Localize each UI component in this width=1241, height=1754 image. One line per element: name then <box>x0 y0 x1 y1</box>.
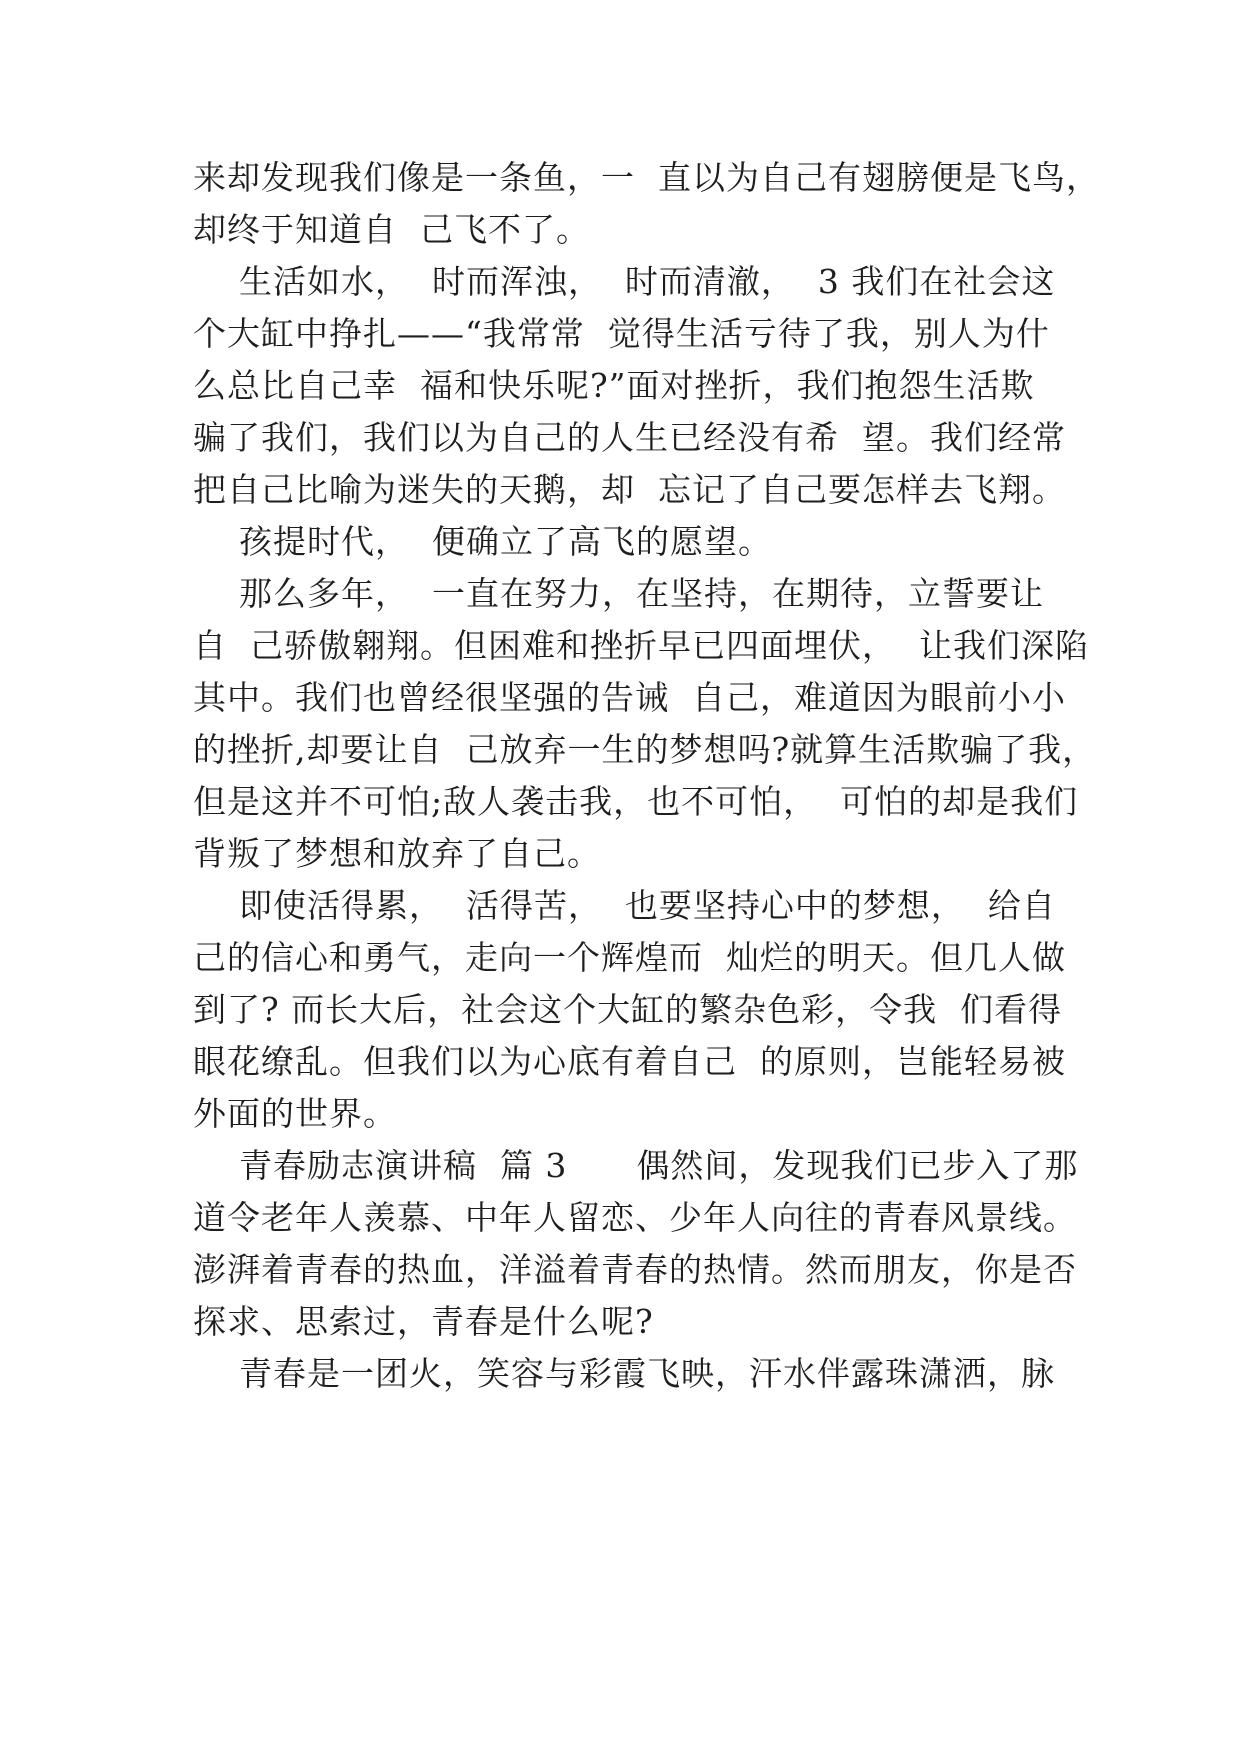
text-line: 的挫折,却要让自 己放弃一生的梦想吗?就算生活欺骗了我， <box>193 730 1097 769</box>
text-line: 澎湃着青春的热血，洋溢着青春的热情。然而朋友，你是否 <box>193 1250 1077 1289</box>
text-line: 青春是一团火，笑容与彩霞飞映，汗水伴露珠潇洒，脉 <box>193 1354 1055 1393</box>
text-line: 到了? 而长大后，社会这个大缸的繁杂色彩，令我 们看得 <box>193 990 1063 1029</box>
text-line: 来却发现我们像是一条鱼，一 直以为自己有翅膀便是飞鸟， <box>193 158 1100 197</box>
text-line: 却终于知道自 己飞不了。 <box>193 210 590 249</box>
text-line: 生活如水， 时而浑浊， 时而清澈， 3 我们在社会这 <box>193 262 1056 301</box>
text-line: 即使活得累， 活得苦， 也要坚持心中的梦想， 给自 <box>193 886 1056 925</box>
text-line: 把自己比喻为迷失的天鹅，却 忘记了自己要怎样去飞翔。 <box>193 470 1066 509</box>
text-line: 眼花缭乱。但我们以为心底有着自己 的原则，岂能轻易被 <box>193 1042 1066 1081</box>
text-line: 但是这并不可怕;敌人袭击我，也不可怕， 可怕的却是我们 <box>193 782 1079 821</box>
text-line: 么总比自己幸 福和快乐呢?”面对挫折，我们抱怨生活欺 <box>193 366 1035 405</box>
text-line: 个大缸中挣扎——“我常常 觉得生活亏待了我，别人为什 <box>193 314 1050 353</box>
text-line: 道令老年人羡慕、中年人留恋、少年人向往的青春风景线。 <box>193 1198 1077 1237</box>
text-line: 孩提时代， 便确立了高飞的愿望。 <box>193 522 772 561</box>
text-line: 那么多年， 一直在努力，在坚持，在期待，立誓要让 <box>193 574 1044 613</box>
text-line: 自 己骄傲翱翔。但困难和挫折早已四面埋伏， 让我们深陷 <box>193 626 1089 665</box>
text-line: 背叛了梦想和放弃了自己。 <box>193 834 601 873</box>
text-line: 青春励志演讲稿 篇 3 偶然间，发现我们已步入了那 <box>193 1146 1079 1185</box>
text-line: 探求、思索过，青春是什么呢? <box>193 1302 654 1341</box>
text-line: 己的信心和勇气，走向一个辉煌而 灿烂的明天。但几人做 <box>193 938 1066 977</box>
text-line: 其中。我们也曾经很坚强的告诫 自己，难道因为眼前小小 <box>193 678 1066 717</box>
text-line: 骗了我们，我们以为自己的人生已经没有希 望。我们经常 <box>193 418 1066 457</box>
text-line: 外面的世界。 <box>193 1094 397 1133</box>
